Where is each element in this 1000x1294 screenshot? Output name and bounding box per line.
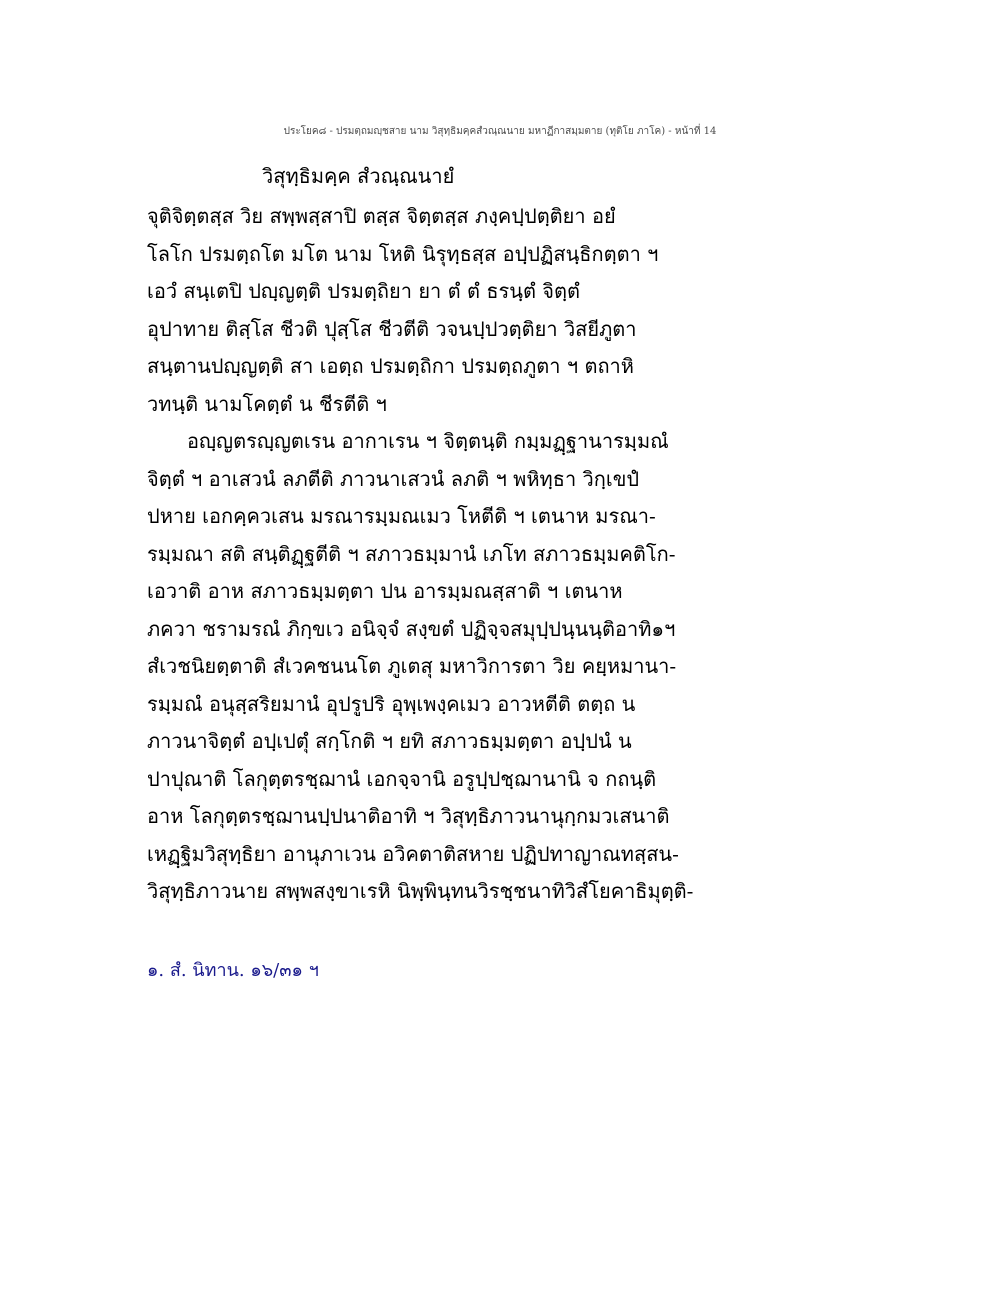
text-line: รมฺมณํ อนุสฺสริยมานํ อุปรูปริ อุพฺเพงฺคเมว อาวหตีติ ตตฺถ น — [147, 691, 636, 716]
text-line: ปหาย เอกคฺควเสน มรณารมฺมณเมว โหตีติ ฯ เตนาห มรณา- — [147, 504, 656, 528]
text-line: จุติจิตฺตสฺส วิย สพฺพสฺสาปิ ตสฺส จิตฺตสฺส ภงฺคปฺปตฺติยา อยํ — [147, 204, 616, 228]
text-line: โลโก ปรมตฺถโต มโต นาม โหติ นิรุทฺธสฺส อปฺปฏิสนฺธิกตฺตา ฯ — [147, 241, 659, 266]
paragraph-start-line: อญฺญตรญฺญตเรน อากาเรน ฯ จิตฺตนฺติ กมฺมฏฺฐานารมฺมณํ — [187, 429, 669, 453]
text-line: เหฏฺฐิมวิสุทฺธิยา อานุภาเวน อวิคตาติสหาย ปฏิปทาญาณทสฺสน- — [147, 841, 679, 866]
text-line: อาห โลกุตฺตรชฺฌานปฺปนาติอาทิ ฯ วิสุทฺธิภาวนานุกฺกมวเสนาติ — [147, 804, 670, 828]
text-line: เอวํ สนฺเตปิ ปญฺญตฺติ ปรมตฺถิยา ยา ตํ ตํ ธรนฺตํ จิตฺตํ — [147, 279, 580, 303]
text-line: ภาวนาจิตฺตํ อปฺเปตุํ สกฺโกติ ฯ ยทิ สภาวธมฺมตฺตา อปฺปนํ น — [147, 729, 632, 753]
body-text — [147, 198, 707, 911]
section-title: วิสุทฺธิมคฺค สํวณฺณนายํ — [262, 164, 455, 188]
text-line: อุปาทาย ติสฺโส ชีวติ ปุสฺโส ชีวตีติ วจนปฺปวตฺติยา วิสยีภูตา — [147, 316, 637, 341]
text-line: ปาปุณาติ โลกุตฺตรชฺฌานํ เอกจฺจานิ อรูปฺปชฺฌานานิ จ กถนฺติ — [147, 766, 657, 791]
footnote: ๑. สํ. นิทาน. ๑๖/๓๑ ฯ — [147, 960, 319, 981]
text-line: เอวาติ อาห สภาวธมฺมตฺตา ปน อารมฺมณสฺสาติ ฯ เตนาห — [147, 579, 623, 603]
page-header: ประโยค๘ - ปรมตฺถมญฺชสาย นาม วิสุทฺธิมคฺคสํวณฺณนาย มหาฏีกาสมฺมตาย (ทุติโย ภาโค) - หน้าที่ 14 — [283, 126, 717, 137]
text-line: วิสุทฺธิภาวนาย สพฺพสงฺขาเรหิ นิพฺพินฺทนวิรชฺชนาทิวิสํโยคาธิมุตฺติ- — [147, 879, 694, 903]
text-line: วทนฺติ นามโคตฺตํ น ชีรตีติ ฯ — [147, 391, 387, 416]
text-line: รมฺมณา สติ สนฺติฏฺฐตีติ ฯ สภาวธมฺมานํ เภโท สภาวธมฺมคติโก- — [147, 541, 676, 566]
text-line: สํเวชนิยตฺตาติ สํเวคชนนโต ภูเตสุ มหาวิการตา วิย คยฺหมานา- — [147, 654, 677, 678]
text-line: สนฺตานปญฺญตฺติ สา เอตฺถ ปรมตฺถิกา ปรมตฺถภูตา ฯ ตถาหิ — [147, 354, 634, 378]
text-line: จิตฺตํ ฯ อาเสวนํ ลภตีติ ภาวนาเสวนํ ลภติ ฯ พหิทฺธา วิกฺเขปํ — [147, 466, 640, 491]
text-line: ภควา ชรามรณํ ภิกฺขเว อนิจฺจํ สงฺขตํ ปฏิจฺจสมุปฺปนฺนนฺติอาทิ๑ฯ — [147, 616, 676, 641]
